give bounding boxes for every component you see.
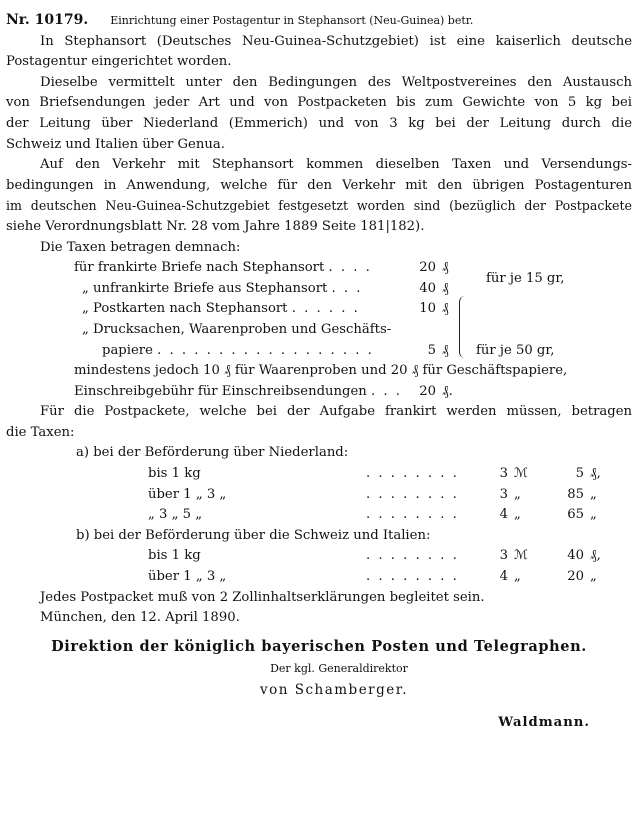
tariff-value: 10 <box>419 301 436 317</box>
mark-symbol: ℳ <box>514 548 529 564</box>
paragraph-3 <box>6 155 632 237</box>
date-line: München, den 12. April 1890. <box>40 610 240 626</box>
packet-weight: bis 1 kg <box>148 548 201 564</box>
tariff-label: papiere <box>102 342 153 358</box>
paragraph-3-line-3: im deutschen Neu-Guinea-Schutzgebiet festgesetzt worden sind (bezüglich der Postpackete <box>6 198 632 214</box>
leader-dots: . . . . . . . . <box>366 507 459 523</box>
mark-symbol: „ <box>514 507 521 523</box>
tariff-label: „ unfrankirte Briefe aus Stephansort <box>82 280 328 296</box>
pfennig-symbol: „ <box>590 507 597 523</box>
packet-rows-a <box>76 464 632 526</box>
packet-mark-value: 3 <box>499 548 508 564</box>
tariff-value: 20 <box>419 260 436 276</box>
curly-brace <box>459 296 470 358</box>
tariff-value: 40 <box>419 280 436 296</box>
packet-weight: bis 1 kg <box>148 466 201 482</box>
tariff-label: für frankirte Briefe nach Stephansort <box>74 260 325 276</box>
ordinance-subject: Einrichtung einer Postagentur in Stephansort (Neu-Guinea) betr. <box>110 14 474 27</box>
packet-pfennig-value: 5 <box>575 466 584 482</box>
paragraph-2-line-2: von Briefsendungen jeder Art und von Postpacketen bis zum Gewichte von 5 kg bei <box>6 95 632 111</box>
leader-dots: . . . . . . <box>291 301 360 317</box>
signing-authority: Direktion der königlich bayerischen Posten und Telegraphen. <box>51 637 587 655</box>
ordinance-number: Nr. 10179. <box>6 12 89 28</box>
paragraph-2 <box>6 73 632 155</box>
mark-symbol: ℳ <box>514 466 529 482</box>
pfennig-symbol: ₰. <box>442 383 453 399</box>
leader-dots: . . . . . . . . <box>366 486 459 502</box>
packet-mark-value: 4 <box>499 569 508 585</box>
packet-table <box>6 443 632 587</box>
document-header <box>6 10 632 32</box>
packet-row <box>76 464 632 485</box>
tariff-row-postcards <box>74 299 632 320</box>
tariff-row-minimum <box>74 361 632 382</box>
packets-intro <box>6 402 632 443</box>
packet-mark-value: 3 <box>499 486 508 502</box>
mark-symbol: „ <box>514 569 521 585</box>
packet-row <box>76 567 632 588</box>
leader-dots: . . . <box>370 383 402 399</box>
packet-pfennig-value: 65 <box>567 507 584 523</box>
paragraph-1-line-2: Postagentur eingerichtet worden. <box>6 54 232 70</box>
packet-pfennig-value: 85 <box>567 486 584 502</box>
packet-weight: über 1 „ 3 „ <box>148 569 227 585</box>
packet-section-b: b) bei der Beförderung über die Schweiz und Italien: <box>76 527 431 543</box>
pfennig-symbol: ₰, <box>590 548 601 564</box>
paragraph-1-line-1: In Stephansort (Deutsches Neu-Guinea-Schutzgebiet) ist eine kaiserlich deutsche <box>40 33 632 49</box>
taxes-intro: Die Taxen betragen demnach: <box>40 239 241 255</box>
paragraph-2-line-4: Schweiz und Italien über Genua. <box>6 136 225 152</box>
cosigner-name: Waldmann. <box>498 714 590 730</box>
signatory-name: von Schamberger. <box>259 682 409 698</box>
tariff-table <box>6 258 632 402</box>
packet-row <box>76 485 632 506</box>
packet-mark-value: 4 <box>499 507 508 523</box>
packet-mark-value: 3 <box>499 466 508 482</box>
mark-symbol: „ <box>514 486 521 502</box>
leader-dots: . . . . . . . . <box>366 466 459 482</box>
pfennig-symbol: ₰ <box>442 301 449 317</box>
packets-intro-line-2: die Taxen: <box>6 424 75 440</box>
packet-pfennig-value: 20 <box>567 569 584 585</box>
leader-dots: . . . <box>331 280 363 296</box>
tariff-value: 5 <box>427 342 436 358</box>
packet-rows-b <box>76 546 632 587</box>
packet-section-a: a) bei der Beförderung über Niederland: <box>76 445 349 461</box>
paragraph-1 <box>6 32 632 73</box>
pfennig-symbol: ₰ <box>442 342 449 358</box>
leader-dots: . . . . . . . . . . . . . . . . . . <box>157 342 374 358</box>
leader-dots: . . . . . . . . <box>366 548 459 564</box>
tariff-value: 20 <box>419 383 436 399</box>
tariff-label: Einschreibgebühr für Einschreibsendungen <box>74 383 367 399</box>
pfennig-symbol: ₰, <box>590 466 601 482</box>
tariff-row-registration <box>74 382 632 403</box>
pfennig-symbol: ₰ <box>442 280 449 296</box>
tariff-label: „ Postkarten nach Stephansort <box>82 301 288 317</box>
packet-row <box>76 546 632 567</box>
paragraph-3-line-1: Auf den Verkehr mit Stephansort kommen dieselben Taxen und Versendungs- <box>40 157 632 173</box>
signatory-title: Der kgl. Generaldirektor <box>270 662 408 676</box>
packet-row <box>76 505 632 526</box>
tariff-row-printed-matter <box>74 320 632 341</box>
tariff-row-papers <box>74 341 632 362</box>
packet-pfennig-value: 40 <box>567 548 584 564</box>
pfennig-symbol: ₰ <box>442 260 449 276</box>
tariff-note: für je 50 gr, <box>476 342 555 358</box>
declaration-line: Jedes Postpacket muß von 2 Zollinhaltserklärungen begleitet sein. <box>40 589 485 605</box>
paragraph-3-line-4: siehe Verordnungsblatt Nr. 28 vom Jahre 1889 Seite 181|182). <box>6 218 425 234</box>
pfennig-symbol: „ <box>590 486 597 502</box>
paragraph-2-line-3: der Leitung über Niederland (Emmerich) und von 3 kg bei der Leitung durch die <box>6 115 632 131</box>
brace-note: für je 15 gr, <box>486 271 565 287</box>
paragraph-2-line-1: Dieselbe vermittelt unter den Bedingungen des Weltpostvereines den Austausch <box>40 74 632 90</box>
packet-weight: „ 3 „ 5 „ <box>148 507 203 523</box>
leader-dots: . . . . . . . . <box>366 569 459 585</box>
tariff-label: „ Drucksachen, Waarenproben und Geschäfts- <box>82 321 392 337</box>
paragraph-3-line-2: bedingungen in Anwendung, welche für den Verkehr mit den übrigen Postagenturen <box>6 177 632 193</box>
tariff-minimum-text: mindestens jedoch 10 ₰ für Waarenproben und 20 ₰ für Geschäftspapiere, <box>74 363 568 379</box>
tariff-row-letters-prepaid <box>74 258 632 287</box>
pfennig-symbol: „ <box>590 569 597 585</box>
leader-dots: . . . . <box>328 260 372 276</box>
packets-intro-line-1: Für die Postpackete, welche bei der Aufgabe frankirt werden müssen, betragen <box>40 404 632 420</box>
packet-weight: über 1 „ 3 „ <box>148 486 227 502</box>
